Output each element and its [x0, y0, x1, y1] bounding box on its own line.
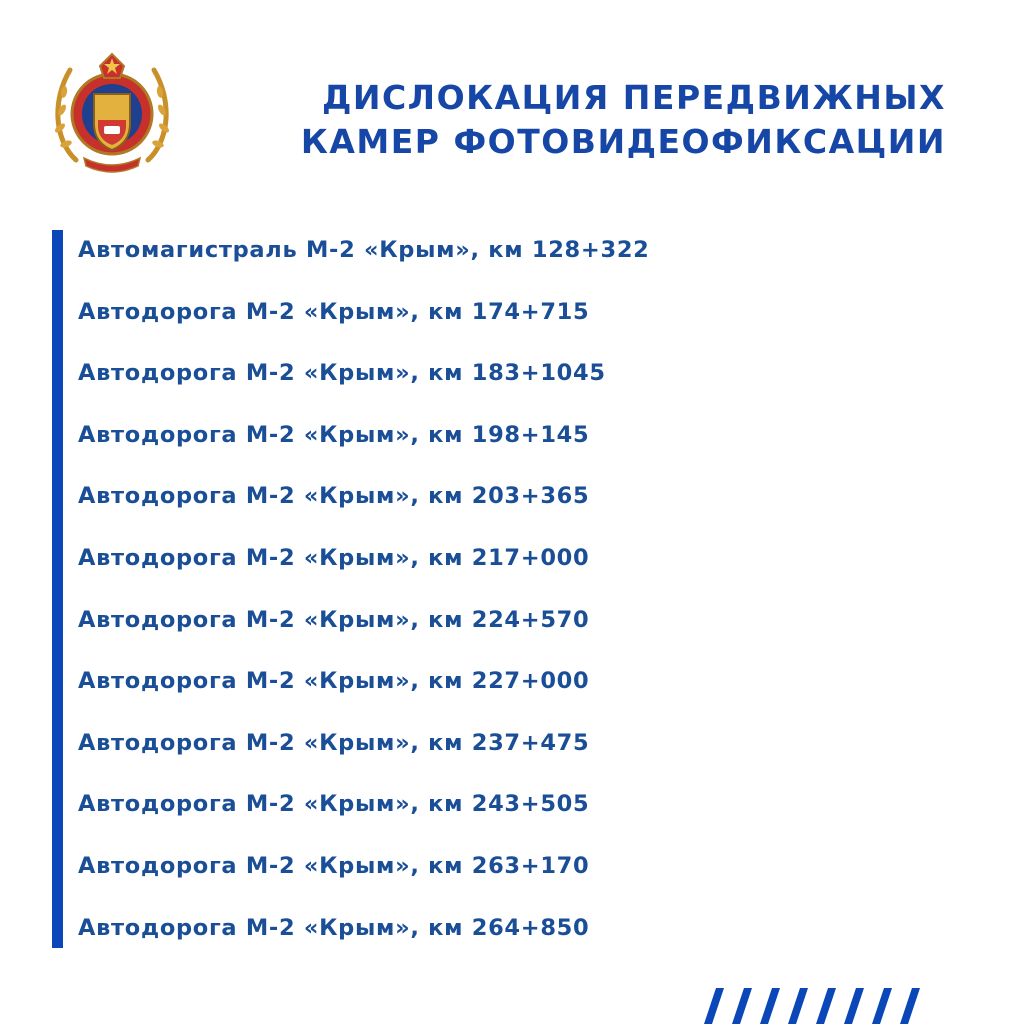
list-item: Автодорога М-2 «Крым», км 264+850 [78, 914, 590, 941]
list-item: Автодорога М-2 «Крым», км 227+000 [78, 668, 590, 695]
page-title [301, 76, 946, 164]
list-item: Автодорога М-2 «Крым», км 217+000 [78, 544, 590, 571]
list-item: Автодорога М-2 «Крым», км 243+505 [78, 791, 590, 818]
list-item: Автодорога М-2 «Крым», км 183+1045 [78, 360, 606, 387]
list-item: Автодорога М-2 «Крым», км 174+715 [78, 298, 590, 325]
list-item: Автодорога М-2 «Крым», км 237+475 [78, 729, 590, 756]
title-line-1: ДИСЛОКАЦИЯ ПЕРЕДВИЖНЫХ [321, 78, 946, 117]
list-item: Автодорога М-2 «Крым», км 203+365 [78, 483, 590, 510]
list-item: Автодорога М-2 «Крым», км 224+570 [78, 606, 590, 633]
title-line-2: КАМЕР ФОТОВИДЕОФИКСАЦИИ [300, 122, 946, 161]
list-item: Автомагистраль М-2 «Крым», км 128+322 [78, 237, 650, 263]
decorative-stripes [690, 988, 930, 1024]
accent-bar [52, 230, 63, 948]
traffic-police-emblem-icon [48, 40, 176, 180]
camera-locations-list [78, 220, 650, 959]
list-item: Автодорога М-2 «Крым», км 263+170 [78, 852, 590, 879]
list-item: Автодорога М-2 «Крым», км 198+145 [78, 421, 590, 448]
